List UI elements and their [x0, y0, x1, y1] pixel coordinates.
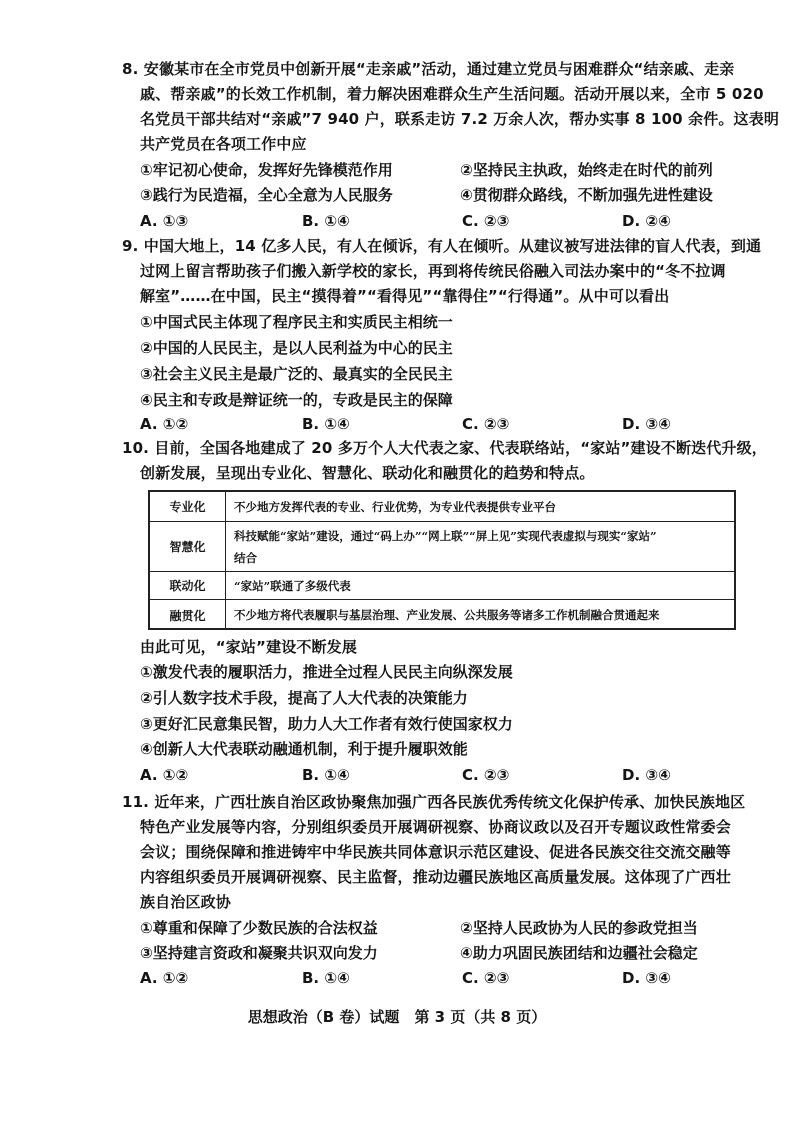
answer-choice-d: D. ③④	[622, 766, 671, 784]
answer-choice-d: D. ③④	[622, 969, 671, 987]
answer-choice-c: C. ②③	[462, 212, 510, 230]
table-row	[150, 522, 734, 572]
table-row-desc	[234, 600, 728, 630]
statement-option: ④贯彻群众路线，不断加强先进性建设	[460, 186, 713, 204]
table-row-desc	[234, 572, 728, 599]
statement-option: ①尊重和保障了少数民族的合法权益	[140, 919, 378, 937]
answer-choice-d: D. ②④	[622, 212, 671, 230]
table-row-desc-line: 不少地方发挥代表的专业、行业优势，为专业代表提供专业平台	[234, 499, 556, 514]
table-row	[150, 572, 734, 600]
question-text-line: 解室”……在中国，民主“摸得着”“看得见”“靠得住”“行得通”。从中可以看出	[140, 287, 670, 305]
question-text-line: 共产党员在各项工作中应	[140, 135, 307, 153]
info-table	[148, 490, 736, 630]
answer-choice-a: A. ①②	[140, 766, 189, 784]
question-text-line: 会议；围绕保障和推进铸牢中华民族共同体意识示范区建设、促进各民族交往交流交融等	[140, 843, 731, 861]
question-text-line: 8. 安徽某市在全市党员中创新开展“走亲戚”活动，通过建立党员与困难群众“结亲戚、走亲	[122, 60, 735, 78]
question-text-line: 由此可见，“家站”建设不断发展	[140, 638, 357, 656]
statement-option: ②坚持人民政协为人民的参政党担当	[460, 919, 698, 937]
table-row-desc-line: 结合	[234, 550, 257, 565]
statement-option: ④助力巩固民族团结和边疆社会稳定	[460, 944, 698, 962]
statement-option: ②引人数字技术手段，提高了人大代表的决策能力	[140, 689, 468, 707]
answer-choice-b: B. ①④	[302, 766, 350, 784]
statement-option: ②坚持民主执政，始终走在时代的前列	[460, 161, 713, 179]
page-footer: 思想政治（B 卷）试题 第 3 页（共 8 页）	[247, 1008, 547, 1026]
statement-option: ④创新人大代表联动融通机制，利于提升履职效能	[140, 740, 468, 758]
statement-option: ②中国的人民民主，是以人民利益为中心的民主	[140, 339, 453, 357]
table-row-desc-line: “家站”联通了多级代表	[234, 578, 351, 593]
answer-choice-a: A. ①②	[140, 415, 189, 433]
question-text-line: 戚、帮亲戚”的长效工作机制，着力解决困难群众生产生活问题。活动开展以来，全市 5 020	[140, 85, 764, 103]
answer-choice-a: A. ①②	[140, 969, 189, 987]
answer-choice-c: C. ②③	[462, 969, 510, 987]
question-text-line: 内容组织委员开展调研视察、民主监督，推动边疆民族地区高质量发展。这体现了广西壮	[140, 868, 731, 886]
answer-choice-c: C. ②③	[462, 415, 510, 433]
question-text-line: 族自治区政协	[140, 893, 231, 911]
statement-option: ③坚持建言资政和凝聚共识双向发力	[140, 944, 378, 962]
answer-choice-b: B. ①④	[302, 212, 350, 230]
answer-choice-c: C. ②③	[462, 766, 510, 784]
table-row-desc-line: 科技赋能“家站”建设，通过“码上办”“网上联”“屏上见”实现代表虚拟与现实“家站”	[234, 528, 657, 543]
table-row	[150, 492, 734, 522]
table-row	[150, 600, 734, 630]
question-text-line: 创新发展，呈现出专业化、智慧化、联动化和融贯化的趋势和特点。	[140, 464, 595, 482]
question-text-line: 特色产业发展等内容，分别组织委员开展调研视察、协商议政以及召开专题议政性常委会	[140, 818, 731, 836]
table-row-head: 专业化	[150, 492, 226, 521]
answer-choice-b: B. ①④	[302, 969, 350, 987]
statement-option: ④民主和专政是辩证统一的，专政是民主的保障	[140, 391, 453, 409]
statement-option: ①激发代表的履职活力，推进全过程人民民主向纵深发展	[140, 663, 513, 681]
statement-option: ③社会主义民主是最广泛的、最真实的全民民主	[140, 365, 453, 383]
statement-option: ①牢记初心使命，发挥好先锋模范作用	[140, 161, 393, 179]
table-row-head: 融贯化	[150, 600, 226, 630]
table-row-head: 智慧化	[150, 522, 226, 571]
question-text-line: 名党员干部共结对“亲戚”7 940 户，联系走访 7.2 万余人次，帮办实事 8 100 余件。这表明	[140, 110, 779, 128]
table-row-desc-line: 不少地方将代表履职与基层治理、产业发展、公共服务等诸多工作机制融合贯通起来	[234, 608, 660, 622]
table-row-desc	[234, 522, 728, 571]
answer-choice-a: A. ①③	[140, 212, 189, 230]
answer-choice-b: B. ①④	[302, 415, 350, 433]
statement-option: ①中国式民主体现了程序民主和实质民主相统一	[140, 313, 453, 331]
question-text-line: 9. 中国大地上，14 亿多人民，有人在倾诉，有人在倾听。从建议被写进法律的盲人代表，到通	[122, 237, 762, 255]
question-text-line: 10. 目前，全国各地建成了 20 多万个人大代表之家、代表联络站，“家站”建设不断迭代升级，	[122, 439, 767, 457]
table-row-desc	[234, 492, 728, 521]
answer-choice-d: D. ③④	[622, 415, 671, 433]
statement-option: ③更好汇民意集民智，助力人大工作者有效行使国家权力	[140, 715, 513, 733]
question-text-line: 过网上留言帮助孩子们搬入新学校的家长，再到将传统民俗融入司法办案中的“冬不拉调	[140, 262, 726, 280]
question-text-line: 11. 近年来，广西壮族自治区政协聚焦加强广西各民族优秀传统文化保护传承、加快民族地区	[122, 793, 746, 811]
statement-option: ③践行为民造福，全心全意为人民服务	[140, 186, 393, 204]
table-row-head: 联动化	[150, 572, 226, 599]
